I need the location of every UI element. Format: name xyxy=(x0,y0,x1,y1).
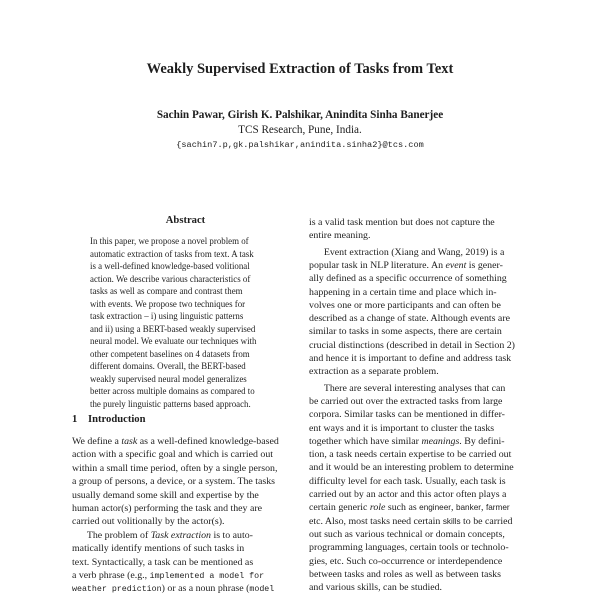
body-text-line xyxy=(72,530,296,541)
text-run: We define a xyxy=(72,436,122,447)
text-run: ally defined as a specific occurrence of something xyxy=(309,273,507,285)
text-run: and hence it is important to define and address task xyxy=(309,353,512,364)
text-run: is to auto- xyxy=(210,529,253,541)
text-run: programming languages, certain tools or technolo- xyxy=(309,542,509,554)
text-run: extraction as a separate problem. xyxy=(309,366,439,378)
section-number: 1 xyxy=(72,414,78,425)
affiliation: TCS Research, Pune, India. xyxy=(238,124,362,136)
text-run: a group of persons, a device, or a system. The tasks xyxy=(72,476,276,488)
body-text-line xyxy=(309,529,533,540)
body-text-line xyxy=(72,543,296,554)
body-text-line xyxy=(309,409,533,420)
text-run: is a valid task mention but does not capture the xyxy=(309,217,495,228)
body-text-line xyxy=(72,490,296,501)
body-text-line xyxy=(309,230,533,241)
text-run: The problem of xyxy=(72,529,151,541)
abstract-line: is a well-defined knowledge-based volitional xyxy=(90,261,250,271)
text-run: between tasks and roles as well as between tasks xyxy=(309,568,501,580)
body-text-line xyxy=(72,557,296,568)
abstract-line: action. We describe various characteristics of xyxy=(90,273,251,284)
abstract-line: tasks as well as compare and contrast them xyxy=(90,286,243,296)
text-run: a verb phrase (e.g., xyxy=(72,570,150,581)
body-text-line xyxy=(72,476,296,487)
body-text-line xyxy=(309,383,533,394)
body-text-line xyxy=(72,583,296,594)
body-text-line xyxy=(72,463,296,474)
text-run: carried out by an actor and this actor often plays a xyxy=(309,489,507,500)
text-run: within a small time period, often by a single person, xyxy=(72,462,278,474)
body-text-line xyxy=(72,516,296,527)
body-text-line xyxy=(309,556,533,567)
abstract-line: neural model. We evaluate our techniques with xyxy=(90,336,257,346)
abstract-line: and ii) using a BERT-based weakly supervised xyxy=(90,323,256,334)
text-run: gies, etc. Such co-occurrence or interdependence xyxy=(309,555,503,567)
text-run: to be carried xyxy=(460,515,513,527)
body-text-line xyxy=(309,542,533,553)
body-text-line xyxy=(309,569,533,580)
text-run: human actor(s) performing the task and they are xyxy=(72,503,263,514)
text-run: usually demand some skill and expertise by the xyxy=(72,489,259,501)
paper-title: Weakly Supervised Extraction of Tasks from Text xyxy=(146,61,454,77)
abstract-line: weakly supervised neural model generalizes xyxy=(90,373,247,384)
text-run: engineer xyxy=(419,503,452,513)
body-text-line xyxy=(309,516,533,527)
body-text-line xyxy=(309,260,533,271)
text-run: weather prediction xyxy=(72,585,162,595)
body-text-line xyxy=(309,462,533,473)
body-text-line xyxy=(309,287,533,298)
text-run: task xyxy=(121,436,138,447)
text-run: . By defini- xyxy=(459,435,505,447)
text-run: certain generic xyxy=(309,502,370,514)
text-run: such as xyxy=(385,502,420,514)
abstract-line: with events. We propose two techniques for xyxy=(90,298,246,309)
text-run: entire meaning. xyxy=(309,230,371,242)
text-run: corpora. Similar tasks can be mentioned in differ- xyxy=(309,409,505,421)
text-run: banker xyxy=(455,503,481,513)
text-run: ent ways and it is important to cluster the tasks xyxy=(309,422,495,434)
abstract-line: In this paper, we propose a novel problem of xyxy=(90,236,249,246)
body-text-line xyxy=(72,436,296,447)
body-text-line xyxy=(309,313,533,324)
author-emails: {sachin7.p,gk.palshikar,anindita.sinha2}@tcs.com xyxy=(176,140,424,150)
text-run: farmer xyxy=(485,503,510,513)
text-run: skills xyxy=(442,516,461,526)
text-run: volves one or more participants and can often be xyxy=(309,299,501,311)
body-text-line xyxy=(309,582,533,593)
section-title: Introduction xyxy=(88,414,146,425)
body-text-line xyxy=(309,449,533,460)
text-run: happening in a certain time and place which in- xyxy=(309,286,497,298)
text-run: There are several interesting analyses that can xyxy=(309,382,506,394)
body-text-line xyxy=(72,570,296,581)
text-run: model xyxy=(249,585,275,595)
body-text-line xyxy=(309,436,533,447)
text-run: Task extraction xyxy=(150,529,211,541)
text-run: action with a specific goal and which is carried out xyxy=(72,449,273,461)
text-run: meanings xyxy=(421,435,460,447)
text-run: implemented a model for xyxy=(149,572,265,581)
text-run: role xyxy=(369,502,386,514)
text-run: similar to tasks in some aspects, there are certain xyxy=(309,326,502,338)
text-run: , xyxy=(481,502,486,514)
abstract-line: better across multiple domains as compared to xyxy=(90,386,255,396)
text-run: Event extraction (Xiang and Wang, 2019) is a xyxy=(309,246,505,258)
text-run: event xyxy=(445,259,467,271)
abstract-line: the purely linguistic patterns based approach. xyxy=(90,398,251,409)
body-text-line xyxy=(309,502,533,513)
body-text-line xyxy=(309,273,533,284)
body-text-line xyxy=(72,503,296,514)
text-run: matically identify mentions of such tasks in xyxy=(72,543,245,555)
abstract-line: other competent baselines on 4 datasets from xyxy=(90,348,250,359)
body-text-line xyxy=(309,366,533,377)
text-run: and various skills, can be studied. xyxy=(309,582,443,594)
text-run: described as a change of state. Although events are xyxy=(309,313,510,325)
body-text-line xyxy=(309,247,533,258)
text-run: etc. Also, most tasks need certain xyxy=(309,515,443,527)
abstract-line: task extraction – i) using linguistic patterns xyxy=(90,311,244,321)
abstract-heading: Abstract xyxy=(165,215,206,226)
abstract-line: different domains. Overall, the BERT-based xyxy=(90,361,246,371)
body-text-line xyxy=(309,396,533,407)
body-text-line xyxy=(309,353,533,364)
abstract-line: automatic extraction of tasks from text. A task xyxy=(90,248,254,259)
text-run: popular task in NLP literature. An xyxy=(309,259,446,271)
text-run: out such as various technical or domain concepts, xyxy=(309,528,505,540)
body-text-line xyxy=(72,449,296,460)
text-run: ) or as a noun phrase ( xyxy=(161,583,250,595)
section-heading-introduction xyxy=(72,414,146,425)
text-run: and it would be an interesting problem to determine xyxy=(309,462,514,474)
body-text-line xyxy=(309,326,533,337)
text-run: be carried out over the extracted tasks from large xyxy=(309,395,503,407)
text-run: is gener- xyxy=(466,259,503,271)
text-run: together which have similar xyxy=(309,435,422,447)
text-run: difficulty level for each task. Usually, each task is xyxy=(309,475,506,487)
body-text-line xyxy=(309,300,533,311)
body-text-line xyxy=(309,217,533,228)
body-text-line xyxy=(309,489,533,500)
body-text-line xyxy=(309,340,533,351)
text-run: , xyxy=(451,502,456,514)
text-run: text. Syntactically, a task can be mentioned as xyxy=(72,556,254,568)
text-run: carried out volitionally by the actor(s). xyxy=(72,516,225,528)
text-run: as a well-defined knowledge-based xyxy=(137,436,279,447)
body-text-line xyxy=(309,476,533,487)
author-list: Sachin Pawar, Girish K. Palshikar, Anindita Sinha Banerjee xyxy=(156,109,444,121)
text-run: tion, a task needs certain expertise to be carried out xyxy=(309,449,512,461)
body-text-line xyxy=(309,423,533,434)
text-run: crucial distinctions (described in detail in Section 2) xyxy=(309,339,515,351)
